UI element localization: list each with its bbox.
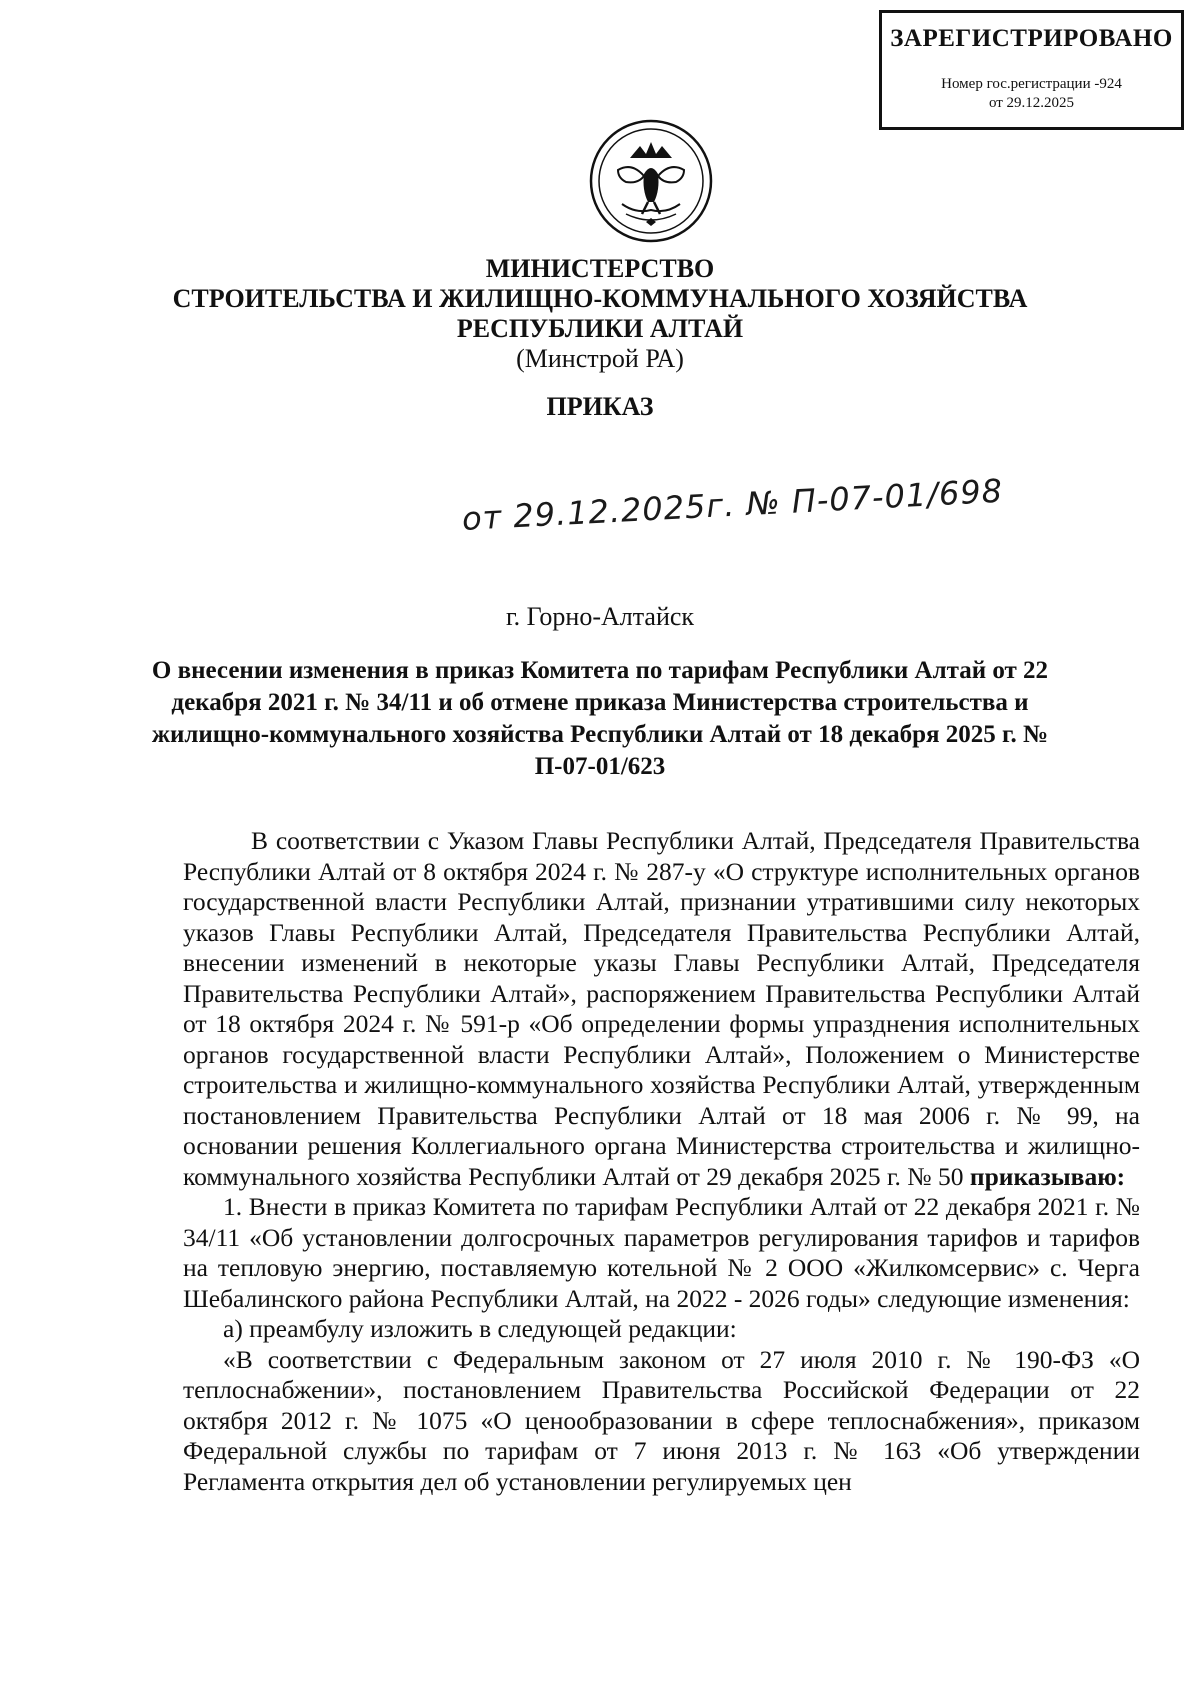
registration-stamp xyxy=(879,10,1184,130)
republic-altai-coat-of-arms-icon xyxy=(588,118,714,244)
ministry-short-name: (Минстрой РА) xyxy=(516,344,684,373)
item-1a-paragraph: а) преамбулу изложить в следующей редакции: xyxy=(223,1314,737,1343)
stamp-title: ЗАРЕГИСТРИРОВАНО xyxy=(890,25,1173,52)
preamble-text: В соответствии с Указом Главы Республики Алтай, Председателя Правительства Республики Алтай от 8 октября 2024 г. № 287-у «О структуре исполнительных органов государственной власти Республики Алтай, признании утратившими силу некоторых указов Главы Республики Алтай, Председателя Правительства Республики Алтай, внесении изменений в некоторые указы Главы Республики Алтай, Председателя Правительства Республики Алтай», распоряжением Правительства Республики Алтай от 18 октября 2024 г. № 591-р «Об определении формы упразднения исполнительных органов государственной власти Республики Алтай», Положением о Министерстве строительства и жилищно-коммунального хозяйства Республики Алтай, утвержденным постановлением Правительства Республики Алтай от 18 мая 2006 г. № 99, на основании решения Коллегиального органа Министерства строительства и жилищно-коммунального хозяйства Республики Алтай от 29 декабря 2025 г. № 50 xyxy=(183,826,1140,1191)
city-name: г. Горно-Алтайск xyxy=(505,602,695,631)
ministry-title-line-1: МИНИСТЕРСТВО xyxy=(485,254,715,283)
item-1-paragraph: 1. Внести в приказ Комитета по тарифам Республики Алтай от 22 декабря 2021 г. № 34/11 «Об установлении долгосрочных параметров регулирования тарифов и тарифов на тепловую энергию, поставляемую котельной № 2 ООО «Жилкомсервис» с. Черга Шебалинского района Республики Алтай, на 2022 - 2026 годы» следующие изменения: xyxy=(183,1192,1140,1313)
document-type: ПРИКАЗ xyxy=(546,392,654,421)
stamp-registration-number: Номер гос.регистрации -924 xyxy=(941,76,1122,92)
new-preamble-paragraph: «В соответствии с Федеральным законом от 27 июля 2010 г. № 190-ФЗ «О теплоснабжении», постановлением Правительства Российской Федерации от 22 октября 2012 г. № 1075 «О ценообразовании в сфере теплоснабжения», приказом Федеральной службы по тарифам от 7 июня 2013 г. № 163 «Об утверждении Регламента открытия дел об установлении регулируемых цен xyxy=(183,1344,1140,1496)
preamble-paragraph xyxy=(183,826,1140,1192)
order-subject: О внесении изменения в приказ Комитета по тарифам Республики Алтай от 22 декабря 2021 г. № 34/11 и об отмене приказа Министерства строительства и жилищно-коммунального хозяйства Республики Алтай от 18 декабря 2025 г. № П-07-01/623 xyxy=(151,657,1049,780)
order-word: приказываю: xyxy=(969,1161,1126,1191)
stamp-registration-date: от 29.12.2025 xyxy=(988,95,1075,111)
ministry-title-line-2: СТРОИТЕЛЬСТВА И ЖИЛИЩНО-КОММУНАЛЬНОГО ХОЗЯЙСТВА xyxy=(172,284,1028,313)
ministry-title-line-3: РЕСПУБЛИКИ АЛТАЙ xyxy=(456,314,744,343)
handwritten-order-date-number: от 29.12.2025г. № П-07-01/698 xyxy=(461,471,1004,538)
order-body xyxy=(183,826,1140,1497)
